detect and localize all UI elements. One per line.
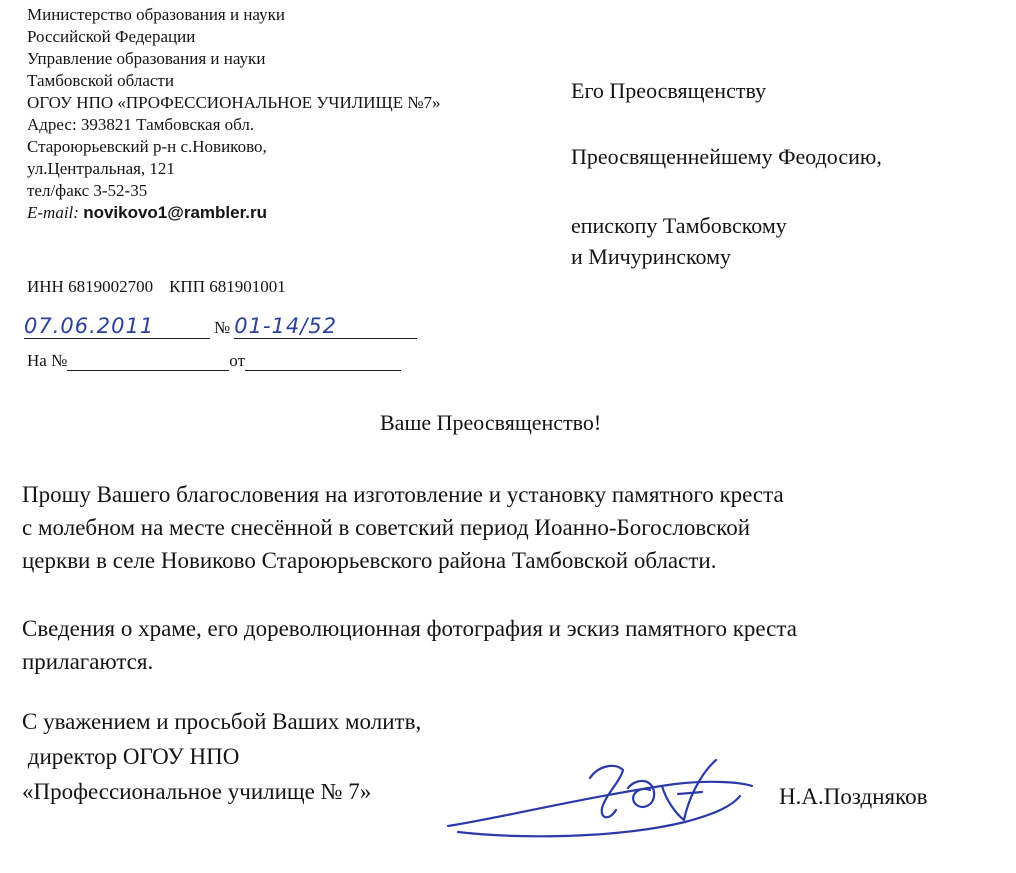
email-label: E-mail: bbox=[27, 203, 79, 222]
ref-from: от bbox=[229, 351, 246, 370]
recipient-name: Преосвященнейшему Феодосию, bbox=[571, 144, 882, 169]
email-line bbox=[27, 202, 441, 224]
handwritten-signature bbox=[440, 748, 760, 858]
institution-line: ОГОУ НПО «ПРОФЕССИОНАЛЬНОЕ УЧИЛИЩЕ №7» bbox=[27, 93, 441, 112]
number-sign: № bbox=[214, 318, 231, 337]
recipient-title: Его Преосвященству bbox=[571, 78, 767, 103]
address-street-line: ул.Центральная, 121 bbox=[27, 159, 175, 178]
closing-position: директор ОГОУ НПО bbox=[22, 744, 240, 769]
salutation: Ваше Преосвященство! bbox=[380, 410, 602, 435]
sender-block bbox=[27, 4, 441, 224]
recipient-position-cont: и Мичуринскому bbox=[571, 244, 732, 269]
kpp-value: КПП 681901001 bbox=[169, 277, 286, 296]
region-line: Тамбовской области bbox=[27, 71, 174, 90]
ref-date-blank bbox=[245, 350, 401, 371]
outgoing-number: 01-14/52 bbox=[234, 314, 417, 339]
federation-line: Российской Федерации bbox=[27, 27, 196, 46]
paragraph-attachments-line-2: прилагаются. bbox=[22, 649, 154, 674]
address-line: Адрес: 393821 Тамбовская обл. bbox=[27, 115, 255, 134]
outgoing-date: 07.06.2011 bbox=[24, 314, 210, 339]
ref-number-blank bbox=[67, 350, 229, 371]
paragraph-attachments-line-1: Сведения о храме, его дореволюционная фотография и эскиз памятного креста bbox=[22, 616, 797, 641]
inn-value: ИНН 6819002700 bbox=[27, 277, 154, 296]
address-district-line: Староюрьевский р-н с.Новиково, bbox=[27, 137, 267, 156]
closing-institution: «Профессиональное училище № 7» bbox=[22, 779, 372, 804]
ministry-line: Министерство образования и науки bbox=[27, 5, 285, 24]
closing-block bbox=[22, 704, 421, 809]
phone-fax-line: тел/факс 3-52-35 bbox=[27, 181, 148, 200]
signer-name: Н.А.Поздняков bbox=[779, 784, 928, 809]
paragraph-request-line-1: Прошу Вашего благословения на изготовление и установку памятного креста bbox=[22, 482, 784, 507]
paragraph-request-line-3: церкви в селе Новиково Староюрьевского района Тамбовской области. bbox=[22, 548, 717, 573]
ref-prefix: На № bbox=[27, 351, 68, 370]
paragraph-request-line-2: с молебном на месте снесённой в советский период Иоанно-Богословской bbox=[22, 515, 751, 540]
recipient-position: епископу Тамбовскому bbox=[571, 213, 787, 238]
email-address[interactable]: novikovo1@rambler.ru bbox=[83, 203, 267, 222]
outgoing-registration bbox=[24, 314, 417, 339]
department-line: Управление образования и науки bbox=[27, 49, 266, 68]
tax-ids bbox=[27, 277, 286, 297]
incoming-reference bbox=[27, 350, 401, 371]
closing-regards: С уважением и просьбой Ваших молитв, bbox=[22, 709, 422, 734]
